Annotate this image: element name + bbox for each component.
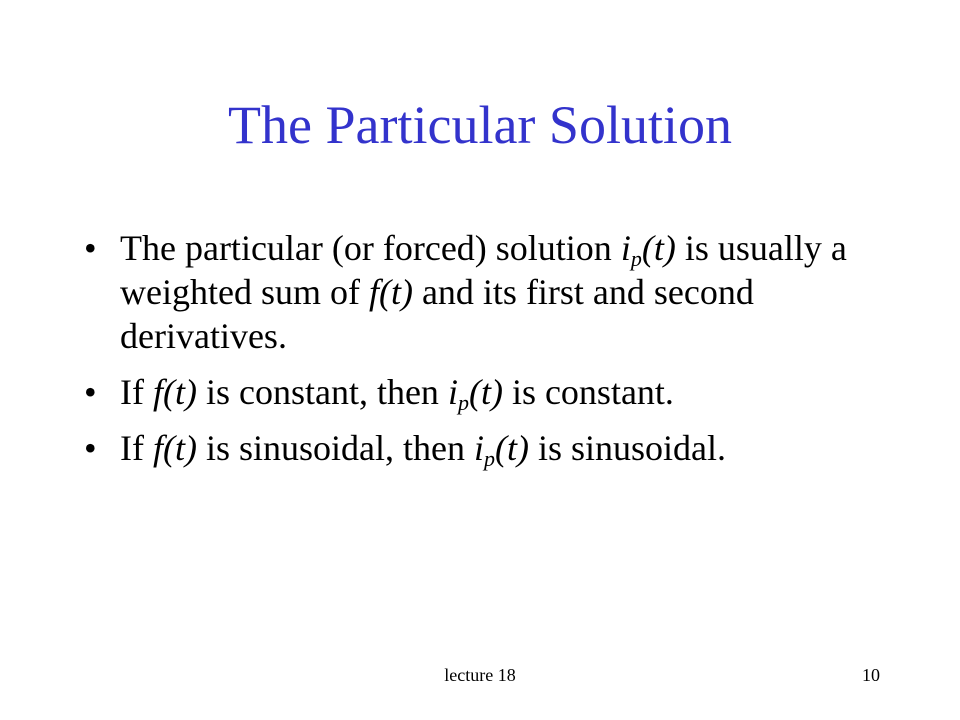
bullet-dot: • [84,428,97,468]
bullet-text: is usually a weighted sum of [120,228,847,312]
bullet-list [84,226,884,482]
variable-i: i [473,428,484,468]
bullet-text: is constant, then [196,372,448,412]
bullet-text: If [120,372,153,412]
bullet-text: If [120,428,153,468]
subscript-p: p [483,446,495,471]
bullet-text: The particular (or forced) solution [120,228,621,268]
slide-title: The Particular Solution [228,95,732,155]
bullet-item-3 [84,426,884,470]
bullet-dot: • [84,372,97,412]
footer-lecture-label: lecture 18 [444,665,516,685]
variable-i: i [447,372,458,412]
bullet-text: is sinusoidal, then [196,428,474,468]
bullet-item-2 [84,370,884,414]
function-f: f(t) [152,428,197,468]
bullet-text: is constant. [502,372,674,412]
function-f: f(t) [368,272,413,312]
variable-arg: (t) [494,428,529,468]
bullet-text: and its first and second derivatives. [120,272,754,356]
variable-arg: (t) [641,228,676,268]
subscript-p: p [630,246,642,271]
bullet-text: is sinusoidal. [528,428,726,468]
bullet-item-1 [84,226,884,358]
bullet-dot: • [84,228,97,268]
variable-arg: (t) [468,372,503,412]
footer-page-number: 10 [862,665,880,685]
subscript-p: p [457,390,469,415]
variable-i: i [620,228,631,268]
function-f: f(t) [152,372,197,412]
